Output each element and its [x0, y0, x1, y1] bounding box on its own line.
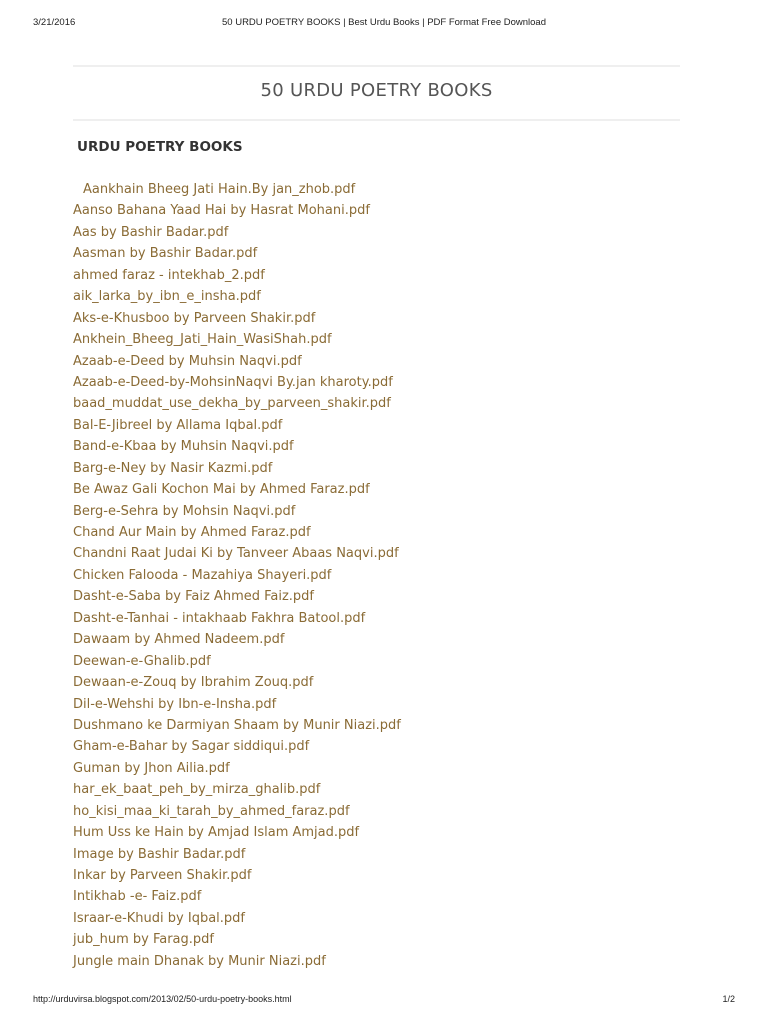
book-link[interactable]: Azaab-e-Deed by Muhsin Naqvi.pdf: [73, 353, 302, 369]
book-link[interactable]: Chand Aur Main by Ahmed Faraz.pdf: [73, 525, 311, 540]
book-link[interactable]: Dil-e-Wehshi by Ibn-e-Insha.pdf: [73, 696, 277, 712]
book-link[interactable]: Israar-e-Khudi by Iqbal.pdf: [73, 910, 245, 926]
book-link[interactable]: Aankhain Bheeg Jati Hain.By jan_zhob.pdf: [83, 182, 356, 197]
book-link[interactable]: Dawaam by Ahmed Nadeem.pdf: [73, 632, 285, 648]
book-link[interactable]: Deewan-e-Ghalib.pdf: [73, 653, 211, 669]
book-link[interactable]: Aasman by Bashir Badar.pdf: [73, 246, 258, 262]
print-page-title: 50 URDU POETRY BOOKS | Best Urdu Books | PDF Format Free Download: [222, 17, 546, 28]
book-link[interactable]: Gham-e-Bahar by Sagar siddiqui.pdf: [73, 739, 310, 755]
book-link[interactable]: Guman by Jhon Ailia.pdf: [73, 760, 230, 776]
print-url: http://urduvirsa.blogspot.com/2013/02/50-urdu-poetry-books.html: [33, 994, 292, 1004]
book-link[interactable]: Hum Uss ke Hain by Amjad Islam Amjad.pdf: [73, 825, 360, 841]
book-link[interactable]: Band-e-Kbaa by Muhsin Naqvi.pdf: [73, 439, 294, 455]
book-link[interactable]: baad_muddat_use_dekha_by_parveen_shakir.pdf: [73, 396, 391, 412]
header-divider-top: [73, 65, 680, 67]
header-divider-bottom: [73, 119, 680, 121]
book-link[interactable]: jub_hum by Farag.pdf: [73, 932, 214, 948]
book-link[interactable]: Dewaan-e-Zouq by Ibrahim Zouq.pdf: [73, 675, 314, 691]
book-list: [73, 179, 401, 972]
print-date: 3/21/2016: [33, 17, 76, 28]
book-link[interactable]: Berg-e-Sehra by Mohsin Naqvi.pdf: [73, 503, 296, 519]
book-link[interactable]: Inkar by Parveen Shakir.pdf: [73, 868, 252, 883]
book-link[interactable]: Jungle main Dhanak by Munir Niazi.pdf: [73, 953, 326, 969]
print-page-number: 1/2: [722, 994, 735, 1004]
book-link[interactable]: Image by Bashir Badar.pdf: [73, 846, 246, 862]
book-link[interactable]: Barg-e-Ney by Nasir Kazmi.pdf: [73, 460, 273, 476]
section-heading: URDU POETRY BOOKS: [77, 139, 243, 155]
book-link[interactable]: ahmed faraz - intekhab_2.pdf: [73, 267, 265, 283]
book-link[interactable]: Aanso Bahana Yaad Hai by Hasrat Mohani.pdf: [73, 203, 370, 219]
print-header: [0, 17, 768, 31]
book-link[interactable]: Dasht-e-Saba by Faiz Ahmed Faiz.pdf: [73, 589, 315, 605]
book-link[interactable]: Chicken Falooda - Mazahiya Shayeri.pdf: [73, 567, 332, 583]
page-title: 50 URDU POETRY BOOKS: [260, 80, 493, 101]
book-link[interactable]: aik_larka_by_ibn_e_insha.pdf: [73, 289, 261, 305]
book-link[interactable]: har_ek_baat_peh_by_mirza_ghalib.pdf: [73, 782, 321, 798]
book-link[interactable]: Intikhab -e- Faiz.pdf: [73, 889, 202, 905]
book-link[interactable]: Dushmano ke Darmiyan Shaam by Munir Niazi.pdf: [73, 717, 401, 733]
book-link[interactable]: Ankhein_Bheeg_Jati_Hain_WasiShah.pdf: [73, 332, 332, 348]
book-link[interactable]: Be Awaz Gali Kochon Mai by Ahmed Faraz.pdf: [73, 482, 370, 498]
book-link[interactable]: Azaab-e-Deed-by-MohsinNaqvi By.jan kharoty.pdf: [73, 374, 393, 390]
book-link[interactable]: Aks-e-Khusboo by Parveen Shakir.pdf: [73, 310, 316, 326]
book-link[interactable]: Aas by Bashir Badar.pdf: [73, 224, 229, 240]
book-link[interactable]: Chandni Raat Judai Ki by Tanveer Abaas Naqvi.pdf: [73, 546, 399, 562]
book-link[interactable]: Bal-E-Jibreel by Allama Iqbal.pdf: [73, 417, 283, 433]
book-link[interactable]: Dasht-e-Tanhai - intakhaab Fakhra Batool.pdf: [73, 610, 366, 626]
book-link[interactable]: ho_kisi_maa_ki_tarah_by_ahmed_faraz.pdf: [73, 803, 350, 819]
print-footer: [0, 994, 768, 1008]
